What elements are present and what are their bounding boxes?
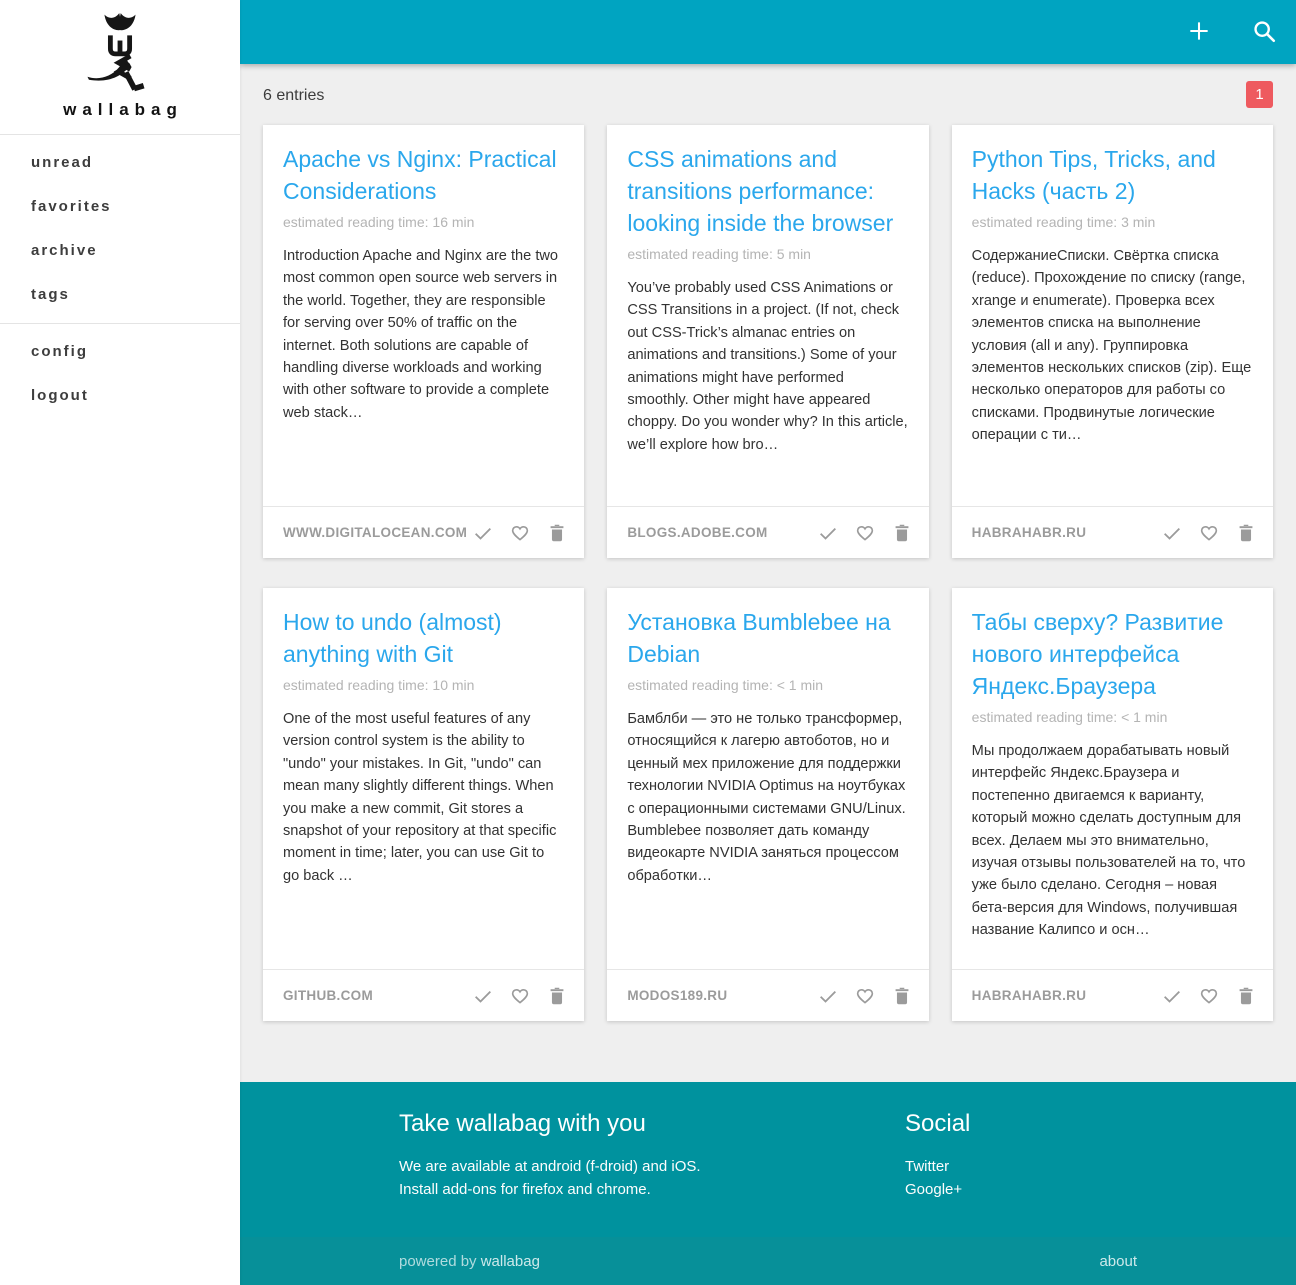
favorite-button[interactable] [505, 981, 535, 1011]
mark-read-button[interactable] [468, 518, 498, 548]
footer-take-line: Install add-ons for firefox and chrome. [399, 1181, 651, 1198]
sidebar-item-logout[interactable]: logout [31, 387, 89, 404]
entry-excerpt: СодержаниеСписки. Свёртка списка (reduce). Прохождение по списку (range, xrange и enumerate). Проверка всех элементов списка на выполнение условия (all и any). Группировка элементов нескольких списков (zip). Еще несколько операторов для работы со списками. Продвинутые логические операции с ти… [971, 248, 1252, 444]
entry-card-body [263, 588, 584, 969]
trash-icon [891, 522, 913, 544]
entry-card [263, 125, 584, 558]
footer-social-column [905, 1082, 970, 1237]
entry-card-footer [263, 969, 584, 1021]
entry-excerpt: You’ve probably used CSS Animations or CSS Transitions in a project. (If not, check out CSS-Trick’s almanac entries on animations and transitions.) Some of your animations might have performed smoothly. Other might have appeared choppy. Do you wonder why? In this article, we’ll explore how bro… [627, 280, 908, 453]
footer-take-lines [399, 1155, 905, 1201]
entry-domain: WWW.DIGITALOCEAN.COM [283, 525, 468, 540]
about-link[interactable]: about [1099, 1252, 1137, 1270]
top-app-bar [240, 0, 1296, 64]
entry-card [952, 125, 1273, 558]
check-icon [817, 985, 839, 1007]
entry-card-footer [607, 969, 928, 1021]
delete-button[interactable] [1231, 981, 1261, 1011]
entry-card-footer [952, 506, 1273, 558]
entry-card [607, 125, 928, 558]
entry-reading-time: estimated reading time: 10 min [283, 677, 475, 693]
sidebar-item-archive[interactable]: archive [31, 242, 98, 259]
mark-read-button[interactable] [468, 981, 498, 1011]
entries-count: 6 entries [263, 87, 325, 104]
trash-icon [546, 522, 568, 544]
heart-icon [854, 522, 876, 544]
entry-card-body [952, 588, 1273, 969]
favorite-button[interactable] [850, 518, 880, 548]
bottom-strip [240, 1237, 1296, 1285]
footer-social-links [905, 1155, 970, 1201]
heart-icon [854, 985, 876, 1007]
heart-icon [509, 522, 531, 544]
entry-excerpt: Бамблби — это не только трансформер, относящийся к лагерю автоботов, но и ценный мех приложение для поддержки технологии NVIDIA Optimus на ноутбуках с операционными системами GNU/Linux. Bumblebee позволяет дать команду видеокарте NVIDIA заняться процессом обработки… [627, 711, 906, 884]
delete-button[interactable] [542, 518, 572, 548]
entry-domain: HABRAHABR.RU [971, 525, 1087, 540]
trash-icon [1235, 985, 1257, 1007]
entry-reading-time: estimated reading time: 5 min [627, 246, 811, 262]
sidebar-item-tags[interactable]: tags [31, 286, 70, 303]
powered-by-wallabag-link[interactable]: wallabag [480, 1252, 540, 1270]
google-plus-link[interactable]: Google+ [905, 1181, 963, 1198]
heart-icon [509, 985, 531, 1007]
entry-title-link[interactable]: How to undo (almost) anything with Git [283, 609, 502, 667]
heart-icon [1198, 985, 1220, 1007]
entry-card [263, 588, 584, 1021]
pagination-badge[interactable]: 1 [1246, 81, 1273, 108]
wallabag-logo-link[interactable] [0, 0, 240, 134]
wallabag-wordmark: wallabag [63, 100, 183, 119]
entry-card-body [607, 125, 928, 506]
mark-read-button[interactable] [813, 518, 843, 548]
entry-title-link[interactable]: Табы сверху? Развитие нового интерфейса Яндекс.Браузера [971, 609, 1224, 699]
mark-read-button[interactable] [813, 981, 843, 1011]
entry-card-body [952, 125, 1273, 506]
entry-title-link[interactable]: CSS animations and transitions performance: looking inside the browser [627, 146, 894, 236]
entry-card-footer [607, 506, 928, 558]
entry-actions [1157, 981, 1261, 1011]
entry-card-body [263, 125, 584, 506]
powered-by-text [399, 1253, 540, 1270]
entry-excerpt: One of the most useful features of any version control system is the ability to "undo" your mistakes. In Git, "undo" can mean many slightly different things. When you make a new commit, Git stores a snapshot of your repository at that specific moment in time; later, you can use Git to go back … [283, 711, 557, 884]
entries-header [263, 64, 1273, 125]
footer-take-line: We are available at android (f-droid) and iOS. [399, 1158, 701, 1175]
entry-excerpt: Мы продолжаем дорабатывать новый интерфейс Яндекс.Браузера и постепенно двигаемся к варианту, который можно сделать доступным для всех. Делаем мы это внимательно, изучая отзывы пользователей на то, что уже было сделано. Сегодня – новая бета-версия для Windows, получившая название Калипсо и осн… [971, 743, 1246, 939]
entry-excerpt: Introduction Apache and Nginx are the two most common open source web servers in the world. Together, they are responsible for serving over 50% of traffic on the internet. Both solutions are capable of handling diverse workloads and working with other software to provide a complete web stack… [283, 248, 559, 421]
sidebar-item-config[interactable]: config [31, 343, 88, 360]
entry-card-footer [952, 969, 1273, 1021]
entry-title-link[interactable]: Apache vs Nginx: Practical Considerations [283, 146, 557, 204]
footer-take-column [399, 1082, 905, 1237]
entry-domain: BLOGS.ADOBE.COM [627, 525, 768, 540]
entry-reading-time: estimated reading time: 16 min [283, 214, 475, 230]
favorite-button[interactable] [1194, 981, 1224, 1011]
favorite-button[interactable] [505, 518, 535, 548]
wallabag-kangaroo-icon [0, 10, 240, 94]
trash-icon [1235, 522, 1257, 544]
entry-actions [468, 981, 572, 1011]
trash-icon [891, 985, 913, 1007]
delete-button[interactable] [887, 518, 917, 548]
check-icon [472, 522, 494, 544]
mark-read-button[interactable] [1157, 518, 1187, 548]
favorite-button[interactable] [850, 981, 880, 1011]
mark-read-button[interactable] [1157, 981, 1187, 1011]
powered-by-prefix: powered by [399, 1252, 481, 1270]
sidebar-nav [0, 135, 240, 323]
entry-domain: GITHUB.COM [283, 988, 373, 1003]
favorite-button[interactable] [1194, 518, 1224, 548]
footer-take-title: Take wallabag with you [399, 1110, 646, 1137]
delete-button[interactable] [887, 981, 917, 1011]
entry-card-footer [263, 506, 584, 558]
heart-icon [1198, 522, 1220, 544]
entry-actions [813, 981, 917, 1011]
twitter-link[interactable]: Twitter [905, 1158, 950, 1175]
sidebar-item-unread[interactable]: unread [31, 154, 94, 171]
trash-icon [546, 985, 568, 1007]
entry-card [952, 588, 1273, 1021]
check-icon [472, 985, 494, 1007]
plus-icon [1186, 18, 1212, 47]
add-entry-button[interactable] [1185, 18, 1213, 46]
entry-actions [1157, 518, 1261, 548]
entry-title-link[interactable]: Python Tips, Tricks, and Hacks (часть 2) [971, 146, 1216, 204]
entry-reading-time: estimated reading time: < 1 min [627, 677, 824, 693]
entries-grid [263, 125, 1273, 1021]
footer-social-title: Social [905, 1110, 971, 1137]
entry-actions [813, 518, 917, 548]
entry-domain: HABRAHABR.RU [971, 988, 1087, 1003]
sidebar [0, 0, 240, 1285]
entry-domain: MODOS189.RU [627, 988, 728, 1003]
sidebar-footer-nav [0, 324, 240, 424]
search-button[interactable] [1250, 18, 1278, 46]
page-footer [240, 1082, 1296, 1237]
entry-reading-time: estimated reading time: < 1 min [971, 709, 1168, 725]
entries-main [240, 64, 1296, 1082]
sidebar-item-favorites[interactable]: favorites [31, 198, 112, 215]
entry-title-link[interactable]: Установка Bumblebee на Debian [627, 609, 891, 667]
entry-actions [468, 518, 572, 548]
check-icon [817, 522, 839, 544]
entry-card-body [607, 588, 928, 969]
entry-card [607, 588, 928, 1021]
check-icon [1161, 522, 1183, 544]
delete-button[interactable] [1231, 518, 1261, 548]
delete-button[interactable] [542, 981, 572, 1011]
search-icon [1251, 18, 1277, 47]
entry-reading-time: estimated reading time: 3 min [971, 214, 1156, 230]
check-icon [1161, 985, 1183, 1007]
